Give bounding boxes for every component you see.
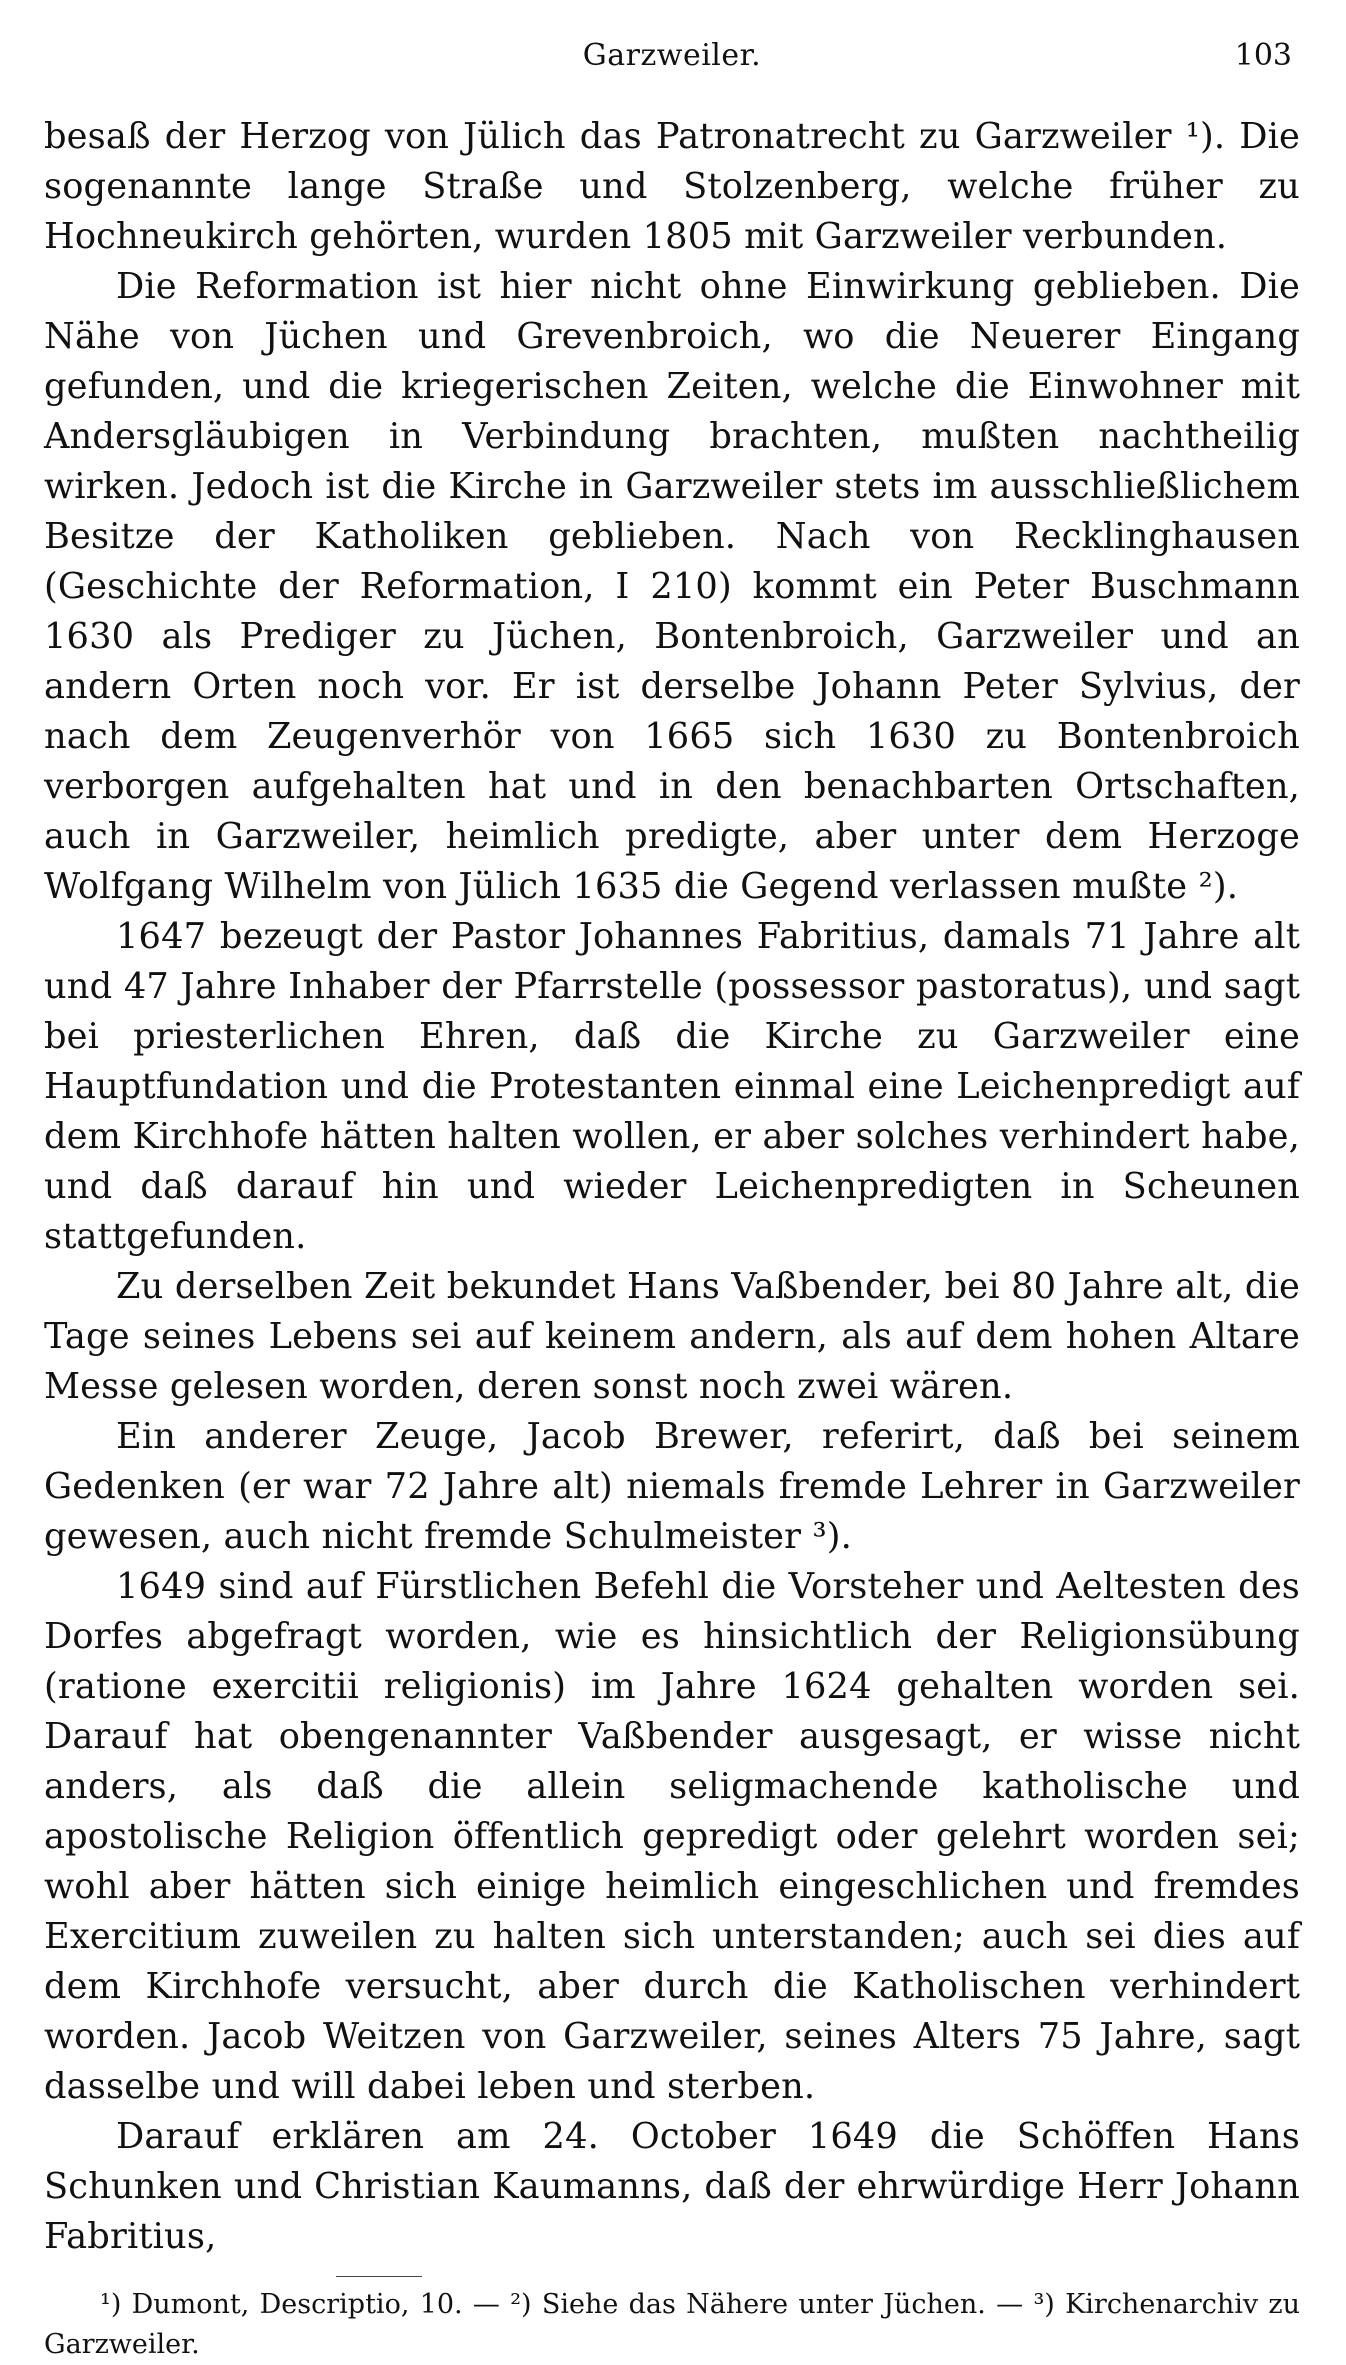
- paragraph-reformation: Die Reformation ist hier nicht ohne Einwirkung geblieben. Die Nähe von Jüchen und Grevenbroich, wo die Neuerer Eingang gefunden, und die kriegerischen Zeiten, welche die Einwohner mit Andersgläubigen in Verbindung brachten, mußten nachtheilig wirken. Jedoch ist die Kirche in Garzweiler stets im ausschließlichem Besitze der Katholiken geblieben. Nach von Recklinghausen (Geschichte der Reformation, I 210) kommt ein Peter Buschmann 1630 als Prediger zu Jüchen, Bontenbroich, Garzweiler und an andern Orten noch vor. Er ist derselbe Johann Peter Sylvius, der nach dem Zeugenverhör von 1665 sich 1630 zu Bontenbroich verborgen aufgehalten hat und in den benachbarten Ortschaften, auch in Garzweiler, heimlich predigte, aber unter dem Herzoge Wolfgang Wilhelm von Jülich 1635 die Gegend verlassen mußte ²).: [44, 266, 1300, 907]
- paragraph-brewer: Ein anderer Zeuge, Jacob Brewer, referirt, daß bei seinem Gedenken (er war 72 Jahre alt) niemals fremde Lehrer in Garzweiler gewesen, auch nicht fremde Schulmeister ³).: [44, 1416, 1300, 1557]
- footnotes: [44, 2285, 1300, 2365]
- footnote-text: ¹) Dumont, Descriptio, 10. — ²) Siehe das Nähere unter Jüchen. — ³) Kirchenarchiv zu Garzweiler.: [44, 2289, 1300, 2360]
- paragraph-continuation: besaß der Herzog von Jülich das Patronatrecht zu Garzweiler ¹). Die sogenannte lange Straße und Stolzenberg, welche früher zu Hochneukirch gehörten, wurden 1805 mit Garzweiler verbunden.: [44, 116, 1300, 257]
- paragraph-fabritius: 1647 bezeugt der Pastor Johannes Fabritius, damals 71 Jahre alt und 47 Jahre Inhaber der Pfarrstelle (possessor pastoratus), und sagt bei priesterlichen Ehren, daß die Kirche zu Garzweiler eine Hauptfundation und die Protestanten einmal eine Leichenpredigt auf dem Kirchhofe hätten halten wollen, er aber solches verhindert habe, und daß darauf hin und wieder Leichenpredigten in Scheunen stattgefunden.: [44, 916, 1300, 1257]
- paragraph-vassbender: Zu derselben Zeit bekundet Hans Vaßbender, bei 80 Jahre alt, die Tage seines Lebens sei auf keinem andern, als auf dem hohen Altare Messe gelesen worden, deren sonst noch zwei wären.: [44, 1266, 1300, 1407]
- body-text: [44, 112, 1300, 2262]
- page-header: [44, 38, 1300, 82]
- paragraph-october-1649: Darauf erklären am 24. October 1649 die Schöffen Hans Schunken und Christian Kaumanns, daß der ehrwürdige Herr Johann Fabritius,: [44, 2116, 1300, 2257]
- footnote-divider: [336, 2276, 422, 2277]
- paragraph-1649: 1649 sind auf Fürstlichen Befehl die Vorsteher und Aeltesten des Dorfes abgefragt worden, wie es hinsichtlich der Religionsübung (ratione exercitii religionis) im Jahre 1624 gehalten worden sei. Darauf hat obengenannter Vaßbender ausgesagt, er wisse nicht anders, als daß die allein seligmachende katholische und apostolische Religion öffentlich gepredigt oder gelehrt worden sei; wohl aber hätten sich einige heimlich eingeschlichen und fremdes Exercitium zuweilen zu halten sich unterstanden; auch sei dies auf dem Kirchhofe versucht, aber durch die Katholischen verhindert worden. Jacob Weitzen von Garzweiler, seines Alters 75 Jahre, sagt dasselbe und will dabei leben und sterben.: [44, 1566, 1300, 2107]
- document-page: [44, 38, 1300, 2360]
- page-number: 103: [1234, 38, 1292, 73]
- running-title: Garzweiler.: [582, 38, 762, 73]
